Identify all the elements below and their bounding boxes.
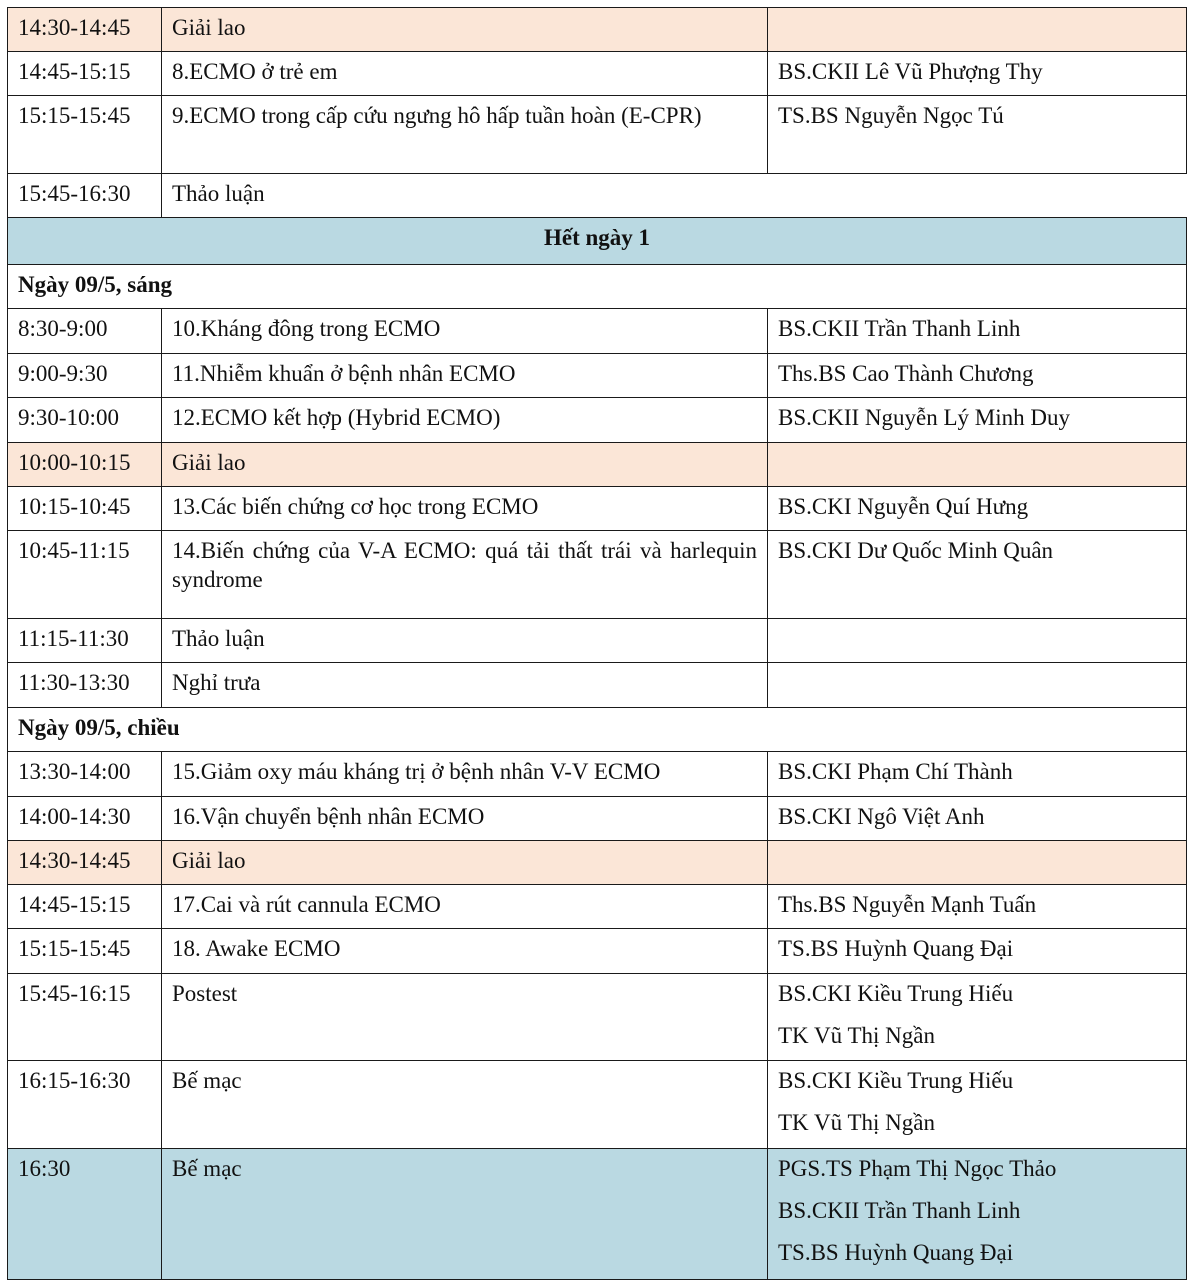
section-header-row bbox=[8, 265, 1187, 309]
speaker-cell bbox=[768, 885, 1187, 929]
schedule-row bbox=[8, 531, 1187, 619]
speaker-name: BS.CKI Phạm Chí Thành bbox=[778, 759, 1013, 784]
topic-cell: Giải lao bbox=[162, 443, 768, 487]
topic-cell: 10.Kháng đông trong ECMO bbox=[162, 309, 768, 354]
schedule-row bbox=[8, 752, 1187, 797]
schedule-row bbox=[8, 929, 1187, 974]
topic-cell: 9.ECMO trong cấp cứu ngưng hô hấp tuần hoàn (E-CPR) bbox=[162, 96, 768, 174]
time-cell: 15:45-16:15 bbox=[8, 974, 162, 1061]
topic-cell: 17.Cai và rút cannula ECMO bbox=[162, 885, 768, 929]
schedule-row bbox=[8, 354, 1187, 398]
topic-cell: 12.ECMO kết hợp (Hybrid ECMO) bbox=[162, 398, 768, 443]
topic-cell: Nghỉ trưa bbox=[162, 663, 768, 708]
speaker-cell bbox=[768, 309, 1187, 354]
topic-cell: Thảo luận bbox=[162, 174, 1187, 218]
time-cell: 14:00-14:30 bbox=[8, 797, 162, 841]
speaker-cell bbox=[768, 797, 1187, 841]
speaker-name: BS.CKI Ngô Việt Anh bbox=[778, 804, 985, 829]
topic-cell: Bế mạc bbox=[162, 1061, 768, 1149]
end-of-day-row bbox=[8, 218, 1187, 265]
schedule-row bbox=[8, 885, 1187, 929]
speaker-cell bbox=[768, 8, 1187, 52]
schedule-row bbox=[8, 52, 1187, 96]
speaker-name: BS.CKI Dư Quốc Minh Quân bbox=[778, 538, 1054, 563]
speaker-name: Ths.BS Nguyễn Mạnh Tuấn bbox=[778, 892, 1037, 917]
time-cell: 8:30-9:00 bbox=[8, 309, 162, 354]
time-cell: 14:30-14:45 bbox=[8, 8, 162, 52]
closing-row bbox=[8, 1149, 1187, 1280]
schedule-row bbox=[8, 174, 1187, 218]
speaker-cell bbox=[768, 443, 1187, 487]
end-of-day-label: Hết ngày 1 bbox=[8, 218, 1187, 265]
speaker-name: BS.CKI Kiều Trung Hiếu bbox=[778, 1068, 1014, 1093]
topic-cell: 15.Giảm oxy máu kháng trị ở bệnh nhân V-V ECMO bbox=[162, 752, 768, 797]
time-cell: 11:15-11:30 bbox=[8, 619, 162, 663]
break-row bbox=[8, 841, 1187, 885]
time-cell: 16:15-16:30 bbox=[8, 1061, 162, 1149]
speaker-name: TS.BS Huỳnh Quang Đại bbox=[778, 1240, 1014, 1265]
break-row bbox=[8, 8, 1187, 52]
speaker-cell bbox=[768, 398, 1187, 443]
section-label: Ngày 09/5, sáng bbox=[8, 265, 1187, 309]
speaker-name: PGS.TS Phạm Thị Ngọc Thảo bbox=[778, 1156, 1057, 1181]
speaker-cell bbox=[768, 487, 1187, 531]
time-cell: 10:00-10:15 bbox=[8, 443, 162, 487]
time-cell: 10:45-11:15 bbox=[8, 531, 162, 619]
speaker-name: TS.BS Nguyễn Ngọc Tú bbox=[778, 103, 1004, 128]
schedule-row bbox=[8, 974, 1187, 1061]
speaker-name: BS.CKII Lê Vũ Phượng Thy bbox=[778, 59, 1043, 84]
schedule-row bbox=[8, 96, 1187, 174]
time-cell: 15:15-15:45 bbox=[8, 96, 162, 174]
topic-cell: 13.Các biến chứng cơ học trong ECMO bbox=[162, 487, 768, 531]
schedule-row bbox=[8, 1061, 1187, 1149]
topic-cell: Giải lao bbox=[162, 8, 768, 52]
time-cell: 9:00-9:30 bbox=[8, 354, 162, 398]
topic-cell: 11.Nhiễm khuẩn ở bệnh nhân ECMO bbox=[162, 354, 768, 398]
schedule-body bbox=[8, 8, 1187, 1280]
schedule-row bbox=[8, 797, 1187, 841]
time-cell: 14:45-15:15 bbox=[8, 52, 162, 96]
time-cell: 14:45-15:15 bbox=[8, 885, 162, 929]
speaker-cell bbox=[768, 354, 1187, 398]
speaker-cell bbox=[768, 663, 1187, 708]
time-cell: 15:15-15:45 bbox=[8, 929, 162, 974]
schedule-row bbox=[8, 398, 1187, 443]
topic-cell: Thảo luận bbox=[162, 619, 768, 663]
topic-cell: 18. Awake ECMO bbox=[162, 929, 768, 974]
speaker-cell bbox=[768, 96, 1187, 174]
topic-cell: 14.Biến chứng của V-A ECMO: quá tải thất trái và harlequin syndrome bbox=[162, 531, 768, 619]
speaker-cell bbox=[768, 531, 1187, 619]
schedule-row bbox=[8, 619, 1187, 663]
time-cell: 11:30-13:30 bbox=[8, 663, 162, 708]
speaker-name: TK Vũ Thị Ngần bbox=[778, 1023, 935, 1048]
section-label: Ngày 09/5, chiều bbox=[8, 708, 1187, 752]
speaker-cell bbox=[768, 1149, 1187, 1280]
schedule-row bbox=[8, 309, 1187, 354]
speaker-cell bbox=[768, 974, 1187, 1061]
topic-cell: 8.ECMO ở trẻ em bbox=[162, 52, 768, 96]
speaker-name: TK Vũ Thị Ngần bbox=[778, 1110, 935, 1135]
speaker-cell bbox=[768, 841, 1187, 885]
topic-cell: 16.Vận chuyển bệnh nhân ECMO bbox=[162, 797, 768, 841]
speaker-name: BS.CKI Nguyễn Quí Hưng bbox=[778, 494, 1029, 519]
speaker-cell bbox=[768, 752, 1187, 797]
speaker-cell bbox=[768, 619, 1187, 663]
speaker-name: Ths.BS Cao Thành Chương bbox=[778, 361, 1034, 386]
speaker-name: BS.CKI Kiều Trung Hiếu bbox=[778, 981, 1014, 1006]
speaker-name: BS.CKII Nguyễn Lý Minh Duy bbox=[778, 405, 1070, 430]
schedule-row bbox=[8, 487, 1187, 531]
schedule-table bbox=[7, 7, 1187, 1280]
topic-cell: Postest bbox=[162, 974, 768, 1061]
time-cell: 13:30-14:00 bbox=[8, 752, 162, 797]
topic-cell: Bế mạc bbox=[162, 1149, 768, 1280]
section-header-row bbox=[8, 708, 1187, 752]
speaker-name: TS.BS Huỳnh Quang Đại bbox=[778, 936, 1014, 961]
time-cell: 15:45-16:30 bbox=[8, 174, 162, 218]
time-cell: 10:15-10:45 bbox=[8, 487, 162, 531]
time-cell: 16:30 bbox=[8, 1149, 162, 1280]
speaker-name: BS.CKII Trần Thanh Linh bbox=[778, 316, 1021, 341]
schedule-row bbox=[8, 663, 1187, 708]
speaker-cell bbox=[768, 1061, 1187, 1149]
speaker-name: BS.CKII Trần Thanh Linh bbox=[778, 1198, 1021, 1223]
speaker-cell bbox=[768, 52, 1187, 96]
break-row bbox=[8, 443, 1187, 487]
time-cell: 14:30-14:45 bbox=[8, 841, 162, 885]
topic-cell: Giải lao bbox=[162, 841, 768, 885]
speaker-cell bbox=[768, 929, 1187, 974]
time-cell: 9:30-10:00 bbox=[8, 398, 162, 443]
